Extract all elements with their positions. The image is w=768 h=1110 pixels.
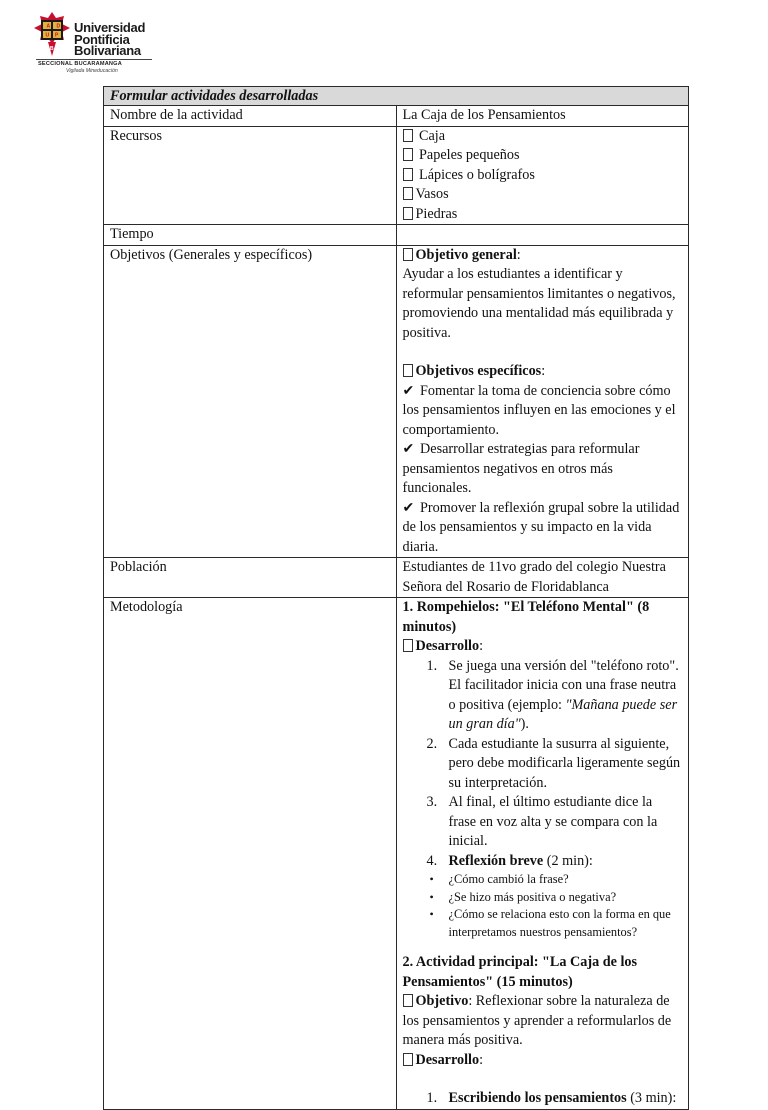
step-text: Al final, el último estudiante dice la frase en voz alta y se compara con la inicial. xyxy=(448,794,658,849)
step-text: Se juega una versión del "teléfono roto". El facilitador inicia con una frase neutra o positiva (ejemplo: xyxy=(448,657,679,713)
step-number: 1. xyxy=(426,1090,438,1106)
row-label-poblacion: Población xyxy=(104,558,397,598)
actividad-2-steps xyxy=(403,1089,683,1109)
check-mark-icon: ✔ xyxy=(402,382,415,399)
objetivo-general-text: Ayudar a los estudiantes a identificar y reformular pensamientos limitantes o negativos, promoviendo una mentalidad más equilibrada y positiva. xyxy=(402,266,676,341)
step-text: ). xyxy=(520,716,529,732)
recurso-text: Lápices o bolígrafos xyxy=(415,166,535,183)
university-name xyxy=(74,22,145,57)
step-example: "Mañana puede ser un gran día" xyxy=(448,696,678,732)
objetivo-especifico-text: Fomentar la toma de conciencia sobre cómo los pensamientos influyen en las emociones y el comportamiento. xyxy=(402,382,676,438)
shield-letter: D xyxy=(56,23,61,30)
row-label-recursos: Recursos xyxy=(104,126,397,225)
objetivo-especifico-text: Promover la reflexión grupal sobre la utilidad de los pensamientos y su impacto en la vida diaria. xyxy=(402,499,680,555)
objetivos-especificos-title: Objetivos específicos xyxy=(415,363,542,379)
row-value-nombre: La Caja de los Pensamientos xyxy=(396,106,689,127)
step-number: 4. xyxy=(426,852,438,869)
table-row-objetivos xyxy=(104,245,689,558)
step-text: Cada estudiante la susurra al siguiente, pero debe modificarla ligeramente según su interpretación. xyxy=(448,735,681,791)
row-value-tiempo xyxy=(396,225,689,246)
row-value-objetivos xyxy=(396,245,689,558)
checkbox-square-icon xyxy=(403,639,413,652)
university-shield-icon xyxy=(34,12,70,58)
checkbox-square-icon xyxy=(403,1053,413,1066)
list-item xyxy=(403,852,683,872)
objetivo-general-heading: Objetivo general: xyxy=(403,246,683,266)
recurso-text: Papeles pequeños xyxy=(415,147,520,163)
objetivo-especifico xyxy=(403,382,683,441)
objetivo-general-title: Objetivo general xyxy=(415,246,517,263)
checkbox-square-icon xyxy=(403,248,413,261)
table-header: Formular actividades desarrolladas xyxy=(104,87,689,106)
recurso-item xyxy=(403,127,683,147)
list-item xyxy=(403,1089,683,1109)
checkbox-square-icon xyxy=(403,207,413,220)
step-number: 1. xyxy=(426,657,438,674)
table-row-metodologia xyxy=(104,598,689,1110)
check-mark-icon: ✔ xyxy=(402,499,415,516)
table-row-poblacion xyxy=(104,558,689,598)
shield-letter: P xyxy=(55,32,59,39)
recurso-item xyxy=(403,205,683,225)
university-name-line1: Universidad xyxy=(74,20,146,35)
table-row-nombre xyxy=(104,106,689,127)
recurso-text: Vasos xyxy=(415,186,449,202)
row-value-poblacion: Estudiantes de 11vo grado del colegio Nuestra Señora del Rosario de Floridablanca xyxy=(396,558,689,598)
desarrollo-label: Desarrollo xyxy=(415,1051,480,1068)
reflexion-questions xyxy=(403,871,683,941)
recurso-item xyxy=(403,166,683,186)
row-value-recursos xyxy=(396,126,689,225)
check-mark-icon: ✔ xyxy=(402,441,415,457)
table-row-tiempo xyxy=(104,225,689,246)
recurso-text: Piedras xyxy=(415,205,458,222)
shield-letter: A xyxy=(46,23,51,30)
university-logo xyxy=(34,12,152,78)
checkbox-square-icon xyxy=(403,168,413,181)
objetivos-especificos-heading: Objetivos específicos: xyxy=(403,362,683,382)
step-bold-text: Escribiendo los pensamientos xyxy=(448,1090,627,1106)
list-item: • ¿Cómo cambió la frase? xyxy=(403,871,683,889)
recurso-item xyxy=(403,146,683,166)
objetivo-especifico xyxy=(403,440,683,499)
desarrollo-heading: Desarrollo: xyxy=(403,637,683,657)
university-name-line3: Bolivariana xyxy=(74,43,141,58)
list-item: • ¿Cómo se relaciona esto con la forma en que interpretamos nuestros pensamientos? xyxy=(403,906,683,941)
step-number: 3. xyxy=(426,794,438,810)
spacer xyxy=(403,941,683,953)
recurso-text: Caja xyxy=(415,127,446,144)
step-number: 2. xyxy=(426,735,438,752)
university-name-line2: Pontificia xyxy=(74,31,130,47)
list-item: • ¿Se hizo más positiva o negativa? xyxy=(403,889,683,907)
step-bold-text: Reflexión breve xyxy=(448,852,544,869)
activity-form-table xyxy=(103,86,689,1110)
step-text: (2 min): xyxy=(543,852,593,869)
actividad-2-objetivo xyxy=(403,992,683,1051)
row-value-metodologia xyxy=(396,598,689,1110)
row-label-objetivos: Objetivos (Generales y específicos) xyxy=(104,245,397,558)
checkbox-square-icon xyxy=(403,129,413,142)
checkbox-square-icon xyxy=(403,148,413,161)
seccional-label: SECCIONAL BUCARAMANGA xyxy=(38,61,122,67)
checkbox-square-icon xyxy=(403,994,413,1007)
list-item xyxy=(403,793,683,852)
shield-letter: B xyxy=(50,46,54,52)
desarrollo-heading: Desarrollo: xyxy=(403,1051,683,1071)
row-label-metodologia: Metodología xyxy=(104,598,397,1110)
objetivo-especifico-text: Desarrollar estrategias para reformular pensamientos negativos en otros más funcionales. xyxy=(402,441,640,496)
shield-letter: U xyxy=(45,32,50,39)
vigilada-label: Vigilada Mineducación xyxy=(66,68,118,74)
objetivo-label: Objetivo xyxy=(415,993,469,1009)
checkbox-square-icon xyxy=(403,187,413,200)
row-label-nombre: Nombre de la actividad xyxy=(104,106,397,127)
logo-divider xyxy=(36,59,152,60)
recurso-item xyxy=(403,185,683,205)
objetivo-especifico xyxy=(403,499,683,558)
desarrollo-label: Desarrollo xyxy=(415,638,480,654)
list-item xyxy=(403,657,683,735)
spacer xyxy=(403,343,683,362)
actividad-2-title: 2. Actividad principal: "La Caja de los Pensamientos" (15 minutos) xyxy=(402,954,638,990)
actividad-1-steps xyxy=(403,657,683,872)
step-text: (3 min): xyxy=(626,1090,677,1106)
table-header-row xyxy=(104,87,689,106)
table-row-recursos xyxy=(104,126,689,225)
objetivo-text: : Reflexionar sobre la naturaleza de los pensamientos y aprender a reformularlos de manera más positiva. xyxy=(402,993,672,1048)
spacer xyxy=(403,1070,683,1089)
actividad-1-title: 1. Rompehielos: "El Teléfono Mental" (8 minutos) xyxy=(402,599,650,635)
checkbox-square-icon xyxy=(403,364,413,377)
list-item xyxy=(403,735,683,794)
row-label-tiempo: Tiempo xyxy=(104,225,397,246)
